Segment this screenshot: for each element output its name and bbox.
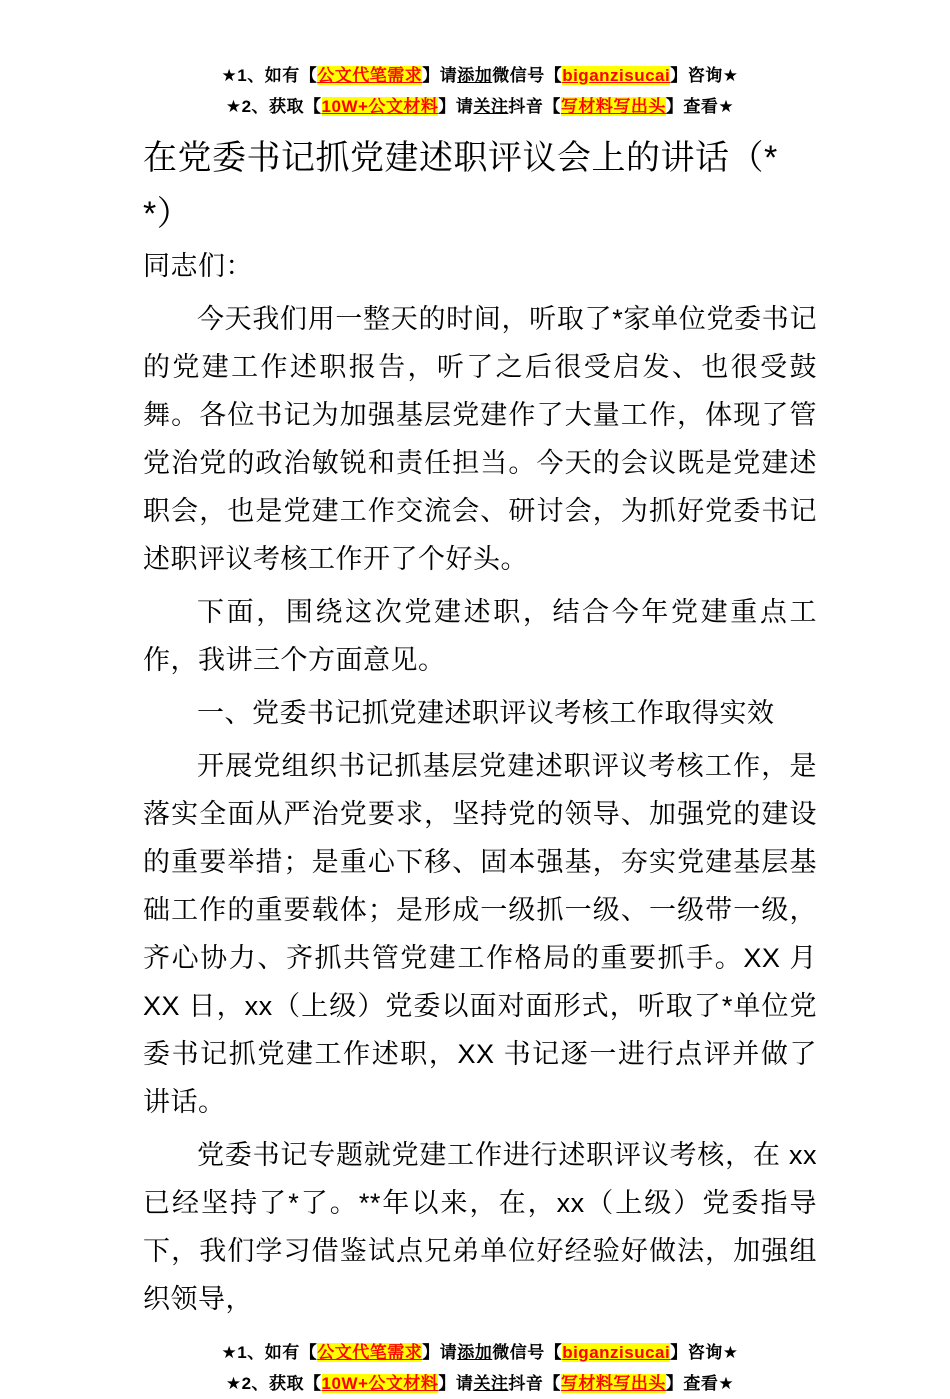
promo-underline-add: 添加	[457, 66, 493, 85]
paragraph: 今天我们用一整天的时间，听取了*家单位党委书记的党建工作述职报告，听了之后很受启发、也很受鼓舞。各位书记为加强基层党建作了大量工作，体现了管党治党的政治敏锐和责任担当。今天的会议既是党建述职会，也是党建工作交流会、研讨会，为抓好党委书记述职评议考核工作开了个好头。	[143, 304, 817, 574]
promo-underline-add: 添加	[457, 1343, 493, 1362]
promo-text: 】请	[438, 97, 474, 116]
promo-underline-follow: 关注	[473, 1374, 509, 1393]
paragraph-section-heading: 一、党委书记抓党建述职评议考核工作取得实效	[197, 698, 775, 728]
footer-promo-line-2	[83, 1368, 877, 1399]
promo-highlight-douyin-id: 写材料写出头	[560, 1374, 666, 1393]
promo-text: ★2、获取【	[225, 1374, 322, 1393]
promo-text: 】请	[422, 66, 458, 85]
promo-text: 】咨询★	[670, 1343, 739, 1362]
document-body	[143, 242, 817, 1323]
footer-promo-line-1	[83, 1337, 877, 1368]
header-promo	[83, 60, 877, 122]
promo-text: ★2、获取【	[225, 97, 322, 116]
header-promo-line-1	[83, 60, 877, 91]
promo-text: ★1、如有【	[221, 66, 318, 85]
document-title: 在党委书记抓党建述职评议会上的讲话（**）	[143, 139, 778, 233]
promo-text: 微信号【	[492, 66, 563, 85]
promo-underline-follow: 关注	[473, 97, 509, 116]
promo-highlight-writing-service: 公文代笔需求	[317, 1343, 423, 1362]
header-promo-line-2	[83, 91, 877, 122]
promo-text: 】请	[422, 1343, 458, 1362]
promo-text: 微信号【	[492, 1343, 563, 1362]
promo-text: 】查看★	[665, 1374, 735, 1393]
promo-highlight-writing-service: 公文代笔需求	[317, 66, 423, 85]
footer-promo	[83, 1337, 877, 1399]
promo-text: 抖音【	[508, 97, 561, 116]
promo-text: 】请	[438, 1374, 474, 1393]
paragraph: 党委书记专题就党建工作进行述职评议考核，在 xx 已经坚持了*了。**年以来，在，xx（上级）党委指导下，我们学习借鉴试点兄弟单位好经验好做法，加强组织领导，	[143, 1140, 817, 1314]
promo-text: 】咨询★	[670, 66, 739, 85]
paragraph: 下面，围绕这次党建述职，结合今年党建重点工作，我讲三个方面意见。	[143, 597, 817, 675]
paragraph: 开展党组织书记抓基层党建述职评议考核工作，是落实全面从严治党要求，坚持党的领导、加强党的建设的重要举措；是重心下移、固本强基，夯实党建基层基础工作的重要载体；是形成一级抓一级、一级带一级，齐心协力、齐抓共管党建工作格局的重要抓手。XX 月 XX 日，xx（上级）党委以面对面形式，听取了*单位党委书记抓党建工作述职，XX 书记逐一进行点评并做了讲话。	[143, 751, 817, 1117]
promo-text: 】查看★	[665, 97, 735, 116]
promo-text: ★1、如有【	[221, 1343, 318, 1362]
paragraph-salutation: 同志们：	[143, 251, 253, 281]
promo-highlight-wechat-id: biganzisucai	[562, 66, 671, 85]
promo-highlight-materials: 10W+公文材料	[321, 1374, 439, 1393]
promo-highlight-materials: 10W+公文材料	[321, 97, 439, 116]
promo-text: 抖音【	[508, 1374, 561, 1393]
promo-highlight-douyin-id: 写材料写出头	[560, 97, 666, 116]
promo-highlight-wechat-id: biganzisucai	[562, 1343, 671, 1362]
